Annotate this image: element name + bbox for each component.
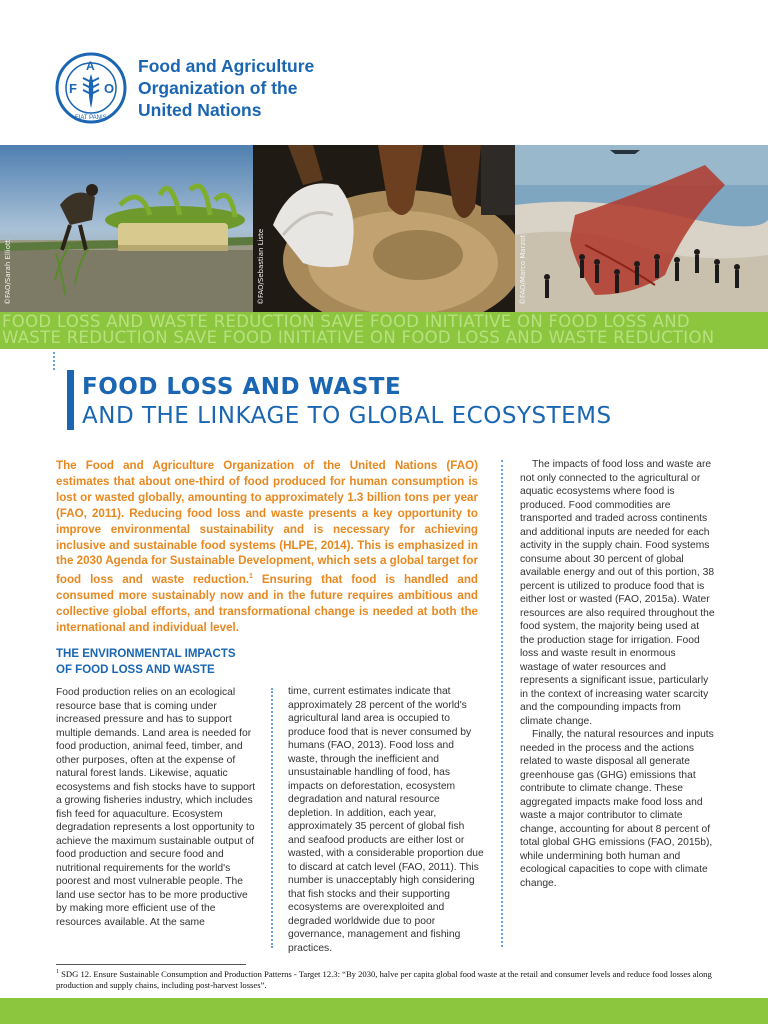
logo-letter-f: F: [69, 81, 77, 96]
section-heading-line-1: THE ENVIRONMENTAL IMPACTS: [56, 648, 236, 660]
page-subtitle: AND THE LINKAGE TO GLOBAL ECOSYSTEMS: [82, 403, 612, 429]
dotted-divider-column: [271, 688, 273, 948]
photo-grain-hands: [253, 145, 515, 312]
logo-letter-o: O: [104, 81, 115, 96]
photo-fishing-beach: [515, 145, 768, 312]
dotted-divider-top: [53, 352, 55, 370]
footnote-number: 1: [56, 969, 59, 975]
header: [0, 0, 768, 145]
tagline-band: [0, 312, 768, 349]
logo-letter-a: A: [86, 59, 95, 73]
bottom-green-bar: [0, 998, 768, 1024]
intro-text: The Food and Agriculture Organization of the United Nations (FAO) estimates that about one-third of food produced for human consumption is lost or wasted globally, amounting to approximately 1.3 billion tons per year (FAO, 2011). Reducing food loss and waste presents a key opportunity to improve environmental sustainability and is necessary for achieving inclusive and sustainable food systems (HLPE, 2014). This is emphasized in the 2030 Agenda for Sustainable Development, which sets a global target for food loss and waste reduction.: [56, 459, 478, 587]
band-line-1: FOOD LOSS AND WASTE REDUCTION SAVE FOOD INITIATIVE ON FOOD LOSS AND: [2, 312, 690, 331]
intro-text-2: Ensuring that food is handled and consumed more sustainably now and in the future requires ambitious and collective global efforts, and transformational change is needed at both the international and individual level.: [56, 573, 478, 634]
title-accent-bar: [67, 370, 74, 430]
photo-credit-3: ©FAO/Marco Marzot: [519, 234, 527, 305]
photo-strip: [0, 145, 768, 312]
fishing-image: [515, 145, 768, 312]
grain-image: [253, 145, 515, 312]
org-line-1: Food and Agriculture: [138, 56, 315, 76]
intro-footnote-ref[interactable]: 1: [249, 573, 253, 581]
org-line-2: Organization of the: [138, 78, 298, 98]
page-title: FOOD LOSS AND WASTE: [82, 374, 402, 400]
photo-credit-1: ©FAO/Sarah Elliott: [4, 239, 12, 305]
column-3-paragraph-1: The impacts of food loss and waste are not only connected to the agricultural or aquatic ecosystems where food is produced. Food commodities are transported and traded across continents and additional inputs are needed for each activity in the supply chain. Food systems consume about 30 percent of global available energy and out of this portion, 38 percent is utilized to produce food that is either lost or wasted (FAO, 2015a). Water resources are also required throughout the food system, the majority being used at the production stage for irrigation. Food loss and waste result in enormous wastage of water resources and represents a significant issue, particularly in the context of increasing water scarcity and the compounding impacts from climate change.: [520, 459, 715, 727]
band-line-2: WASTE REDUCTION SAVE FOOD INITIATIVE ON FOOD LOSS AND WASTE REDUCTION: [2, 328, 715, 347]
column-2-text: time, current estimates indicate that approximately 28 percent of the world's agricultural land area is occupied to produce food that is never consumed by humans (FAO, 2013). Food loss and waste, through the inefficient and unsustainable handling of food, has impacts on deforestation, ecosystem degradation and natural resource depletion. In addition, each year, approximately 35 percent of global fish and seafood products are either lost or wasted, with a considerable proportion due to discard at catch level (FAO, 2011). This number is unacceptably high considering that fish stocks and their supporting ecosystems are overexploited and degraded worldwide due to poor governance, management and fishing practices.: [288, 686, 484, 954]
fao-logo: [55, 52, 127, 124]
rice-field-image: [0, 145, 253, 312]
section-heading: [56, 646, 236, 678]
column-1-text: Food production relies on an ecological resource base that is coming under increased pressure and has to support multiple demands. Land area is needed for food production, animal feed, timber, and other purposes, often at the expense of natural forest lands. Likewise, aquatic ecosystems and fish stocks have to support a growing fisheries industry, which includes fish feed for aquaculture. Ecosystem degradation represents a lost opportunity to achieve the maximum sustainable output of food production and secure food and nutritional requirements for the world's poorest and most vulnerable people. The land use sector has to be more productive by making more efficient use of the resources available. At the same: [56, 687, 256, 928]
intro-paragraph: [56, 458, 478, 636]
photo-rice-farmer: [0, 145, 253, 312]
footnote-text: SDG 12. Ensure Sustainable Consumption and Production Patterns - Target 12.3: “By 2030, halve per capita global food waste at the retail and consumer levels and reduce food losses along production and supply chains, including post-harvest losses”.: [56, 968, 712, 990]
column-3: [520, 458, 715, 890]
photo-credit-2: ©FAO/Sebastian Liste: [257, 228, 265, 305]
footnote: [56, 967, 716, 991]
dotted-divider-right: [501, 460, 503, 947]
org-line-3: United Nations: [138, 100, 262, 120]
logo-motto: FIAT PANIS: [75, 115, 107, 121]
column-3-paragraph-2: Finally, the natural resources and inputs needed in the process and the actions related to waste disposal all generate greenhouse gas (GHG) emissions that contribute to climate change. These aggregated impacts make food loss and waste a major contributor to climate change, accounting for about 8 percent of total global GHG emissions (FAO, 2015b), while undermining both human and ecological capacities to cope with climate change.: [520, 729, 714, 889]
section-heading-line-2: OF FOOD LOSS AND WASTE: [56, 664, 215, 676]
organization-name: [138, 55, 314, 121]
footnote-rule: [56, 964, 246, 965]
